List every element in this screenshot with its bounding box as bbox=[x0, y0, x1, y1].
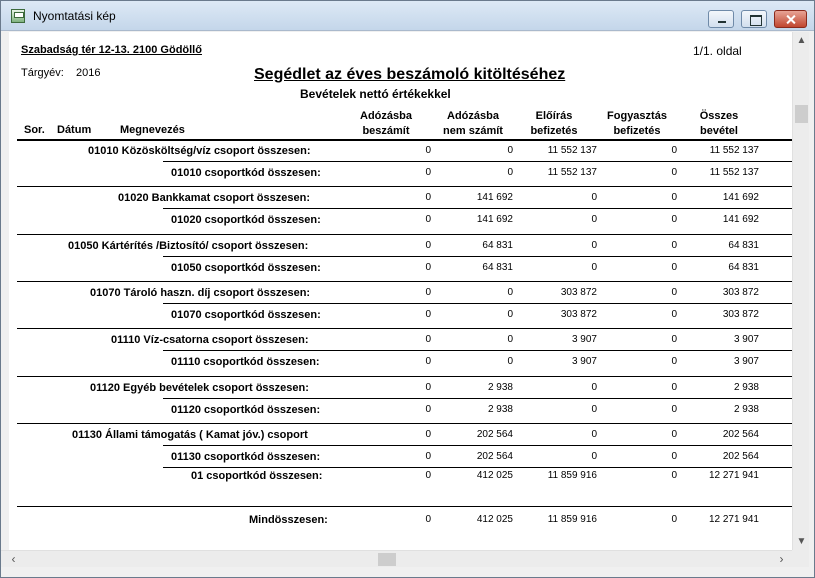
cell-adozasba-beszamit: 0 bbox=[425, 470, 431, 481]
cell-osszes-bevetel: 11 552 137 bbox=[709, 167, 759, 178]
cell-adozasba-beszamit: 0 bbox=[425, 167, 431, 178]
cell-adozasba-nem-szamit: 0 bbox=[507, 334, 513, 345]
cell-adozasba-beszamit: 0 bbox=[425, 287, 431, 298]
cell-osszes-bevetel: 202 564 bbox=[722, 451, 759, 462]
cell-adozasba-nem-szamit: 0 bbox=[507, 356, 513, 367]
col-header-osszes-bevetel bbox=[684, 109, 754, 139]
cell-eloiras-befizetes: 3 907 bbox=[571, 334, 597, 345]
cell-adozasba-nem-szamit: 0 bbox=[507, 167, 513, 178]
page-info: 1/1. oldal bbox=[693, 44, 742, 58]
year-value: 2016 bbox=[76, 67, 101, 79]
cell-osszes-bevetel: 64 831 bbox=[728, 262, 759, 273]
report-subtitle: Bevételek nettó értékekkel bbox=[300, 87, 451, 101]
cell-eloiras-befizetes: 11 552 137 bbox=[547, 167, 597, 178]
cell-osszes-bevetel: 12 271 941 bbox=[708, 470, 759, 481]
table-row bbox=[9, 281, 792, 304]
maximize-button[interactable] bbox=[741, 10, 767, 28]
cell-adozasba-beszamit: 0 bbox=[425, 309, 431, 320]
cell-eloiras-befizetes: 0 bbox=[591, 214, 597, 225]
scroll-right-icon[interactable]: › bbox=[779, 552, 784, 566]
cell-fogyasztas-befizetes: 0 bbox=[671, 214, 677, 225]
col-header-line: Összes bbox=[699, 110, 739, 122]
row-label: 01120 csoportkód összesen: bbox=[171, 404, 321, 416]
row-label: 01110 Víz-csatorna csoport összesen: bbox=[111, 334, 309, 346]
table-row bbox=[9, 376, 792, 399]
col-header-line: befizetés bbox=[530, 125, 578, 137]
cell-adozasba-nem-szamit: 2 938 bbox=[487, 382, 513, 393]
address: Szabadság tér 12-13. 2100 Gödöllő bbox=[21, 44, 202, 56]
cell-eloiras-befizetes: 11 552 137 bbox=[547, 145, 597, 156]
row-label: Mindösszesen: bbox=[249, 514, 328, 526]
cell-eloiras-befizetes: 0 bbox=[591, 382, 597, 393]
cell-osszes-bevetel: 12 271 941 bbox=[708, 514, 759, 525]
row-label: 01110 csoportkód összesen: bbox=[171, 356, 320, 368]
row-label: 01020 Bankkamat csoport összesen: bbox=[118, 192, 310, 204]
cell-fogyasztas-befizetes: 0 bbox=[671, 334, 677, 345]
row-label: 01020 csoportkód összesen: bbox=[171, 214, 321, 226]
cell-adozasba-nem-szamit: 412 025 bbox=[476, 470, 513, 481]
horizontal-scroll-thumb[interactable] bbox=[378, 553, 396, 566]
cell-eloiras-befizetes: 303 872 bbox=[560, 287, 597, 298]
table-row bbox=[9, 398, 792, 421]
col-header-line: Fogyasztás bbox=[607, 110, 667, 122]
table-row bbox=[9, 186, 792, 209]
scroll-down-icon[interactable]: ▼ bbox=[796, 536, 807, 547]
grand-total-row bbox=[9, 508, 792, 531]
col-header-sor: Sor. bbox=[24, 124, 45, 136]
cell-adozasba-nem-szamit: 0 bbox=[507, 145, 513, 156]
row-label: 01010 csoportkód összesen: bbox=[171, 167, 321, 179]
cell-adozasba-beszamit: 0 bbox=[425, 382, 431, 393]
cell-eloiras-befizetes: 0 bbox=[591, 451, 597, 462]
table-row bbox=[9, 139, 792, 162]
cell-adozasba-nem-szamit: 0 bbox=[507, 287, 513, 298]
cell-osszes-bevetel: 303 872 bbox=[722, 309, 759, 320]
table-row bbox=[9, 423, 792, 446]
cell-eloiras-befizetes: 0 bbox=[591, 240, 597, 251]
cell-fogyasztas-befizetes: 0 bbox=[671, 429, 677, 440]
cell-adozasba-beszamit: 0 bbox=[425, 356, 431, 367]
col-header-adozasba-nem-szamit bbox=[433, 109, 513, 139]
vertical-scroll-thumb[interactable] bbox=[795, 105, 808, 123]
scroll-left-icon[interactable]: ‹ bbox=[11, 552, 16, 566]
cell-adozasba-beszamit: 0 bbox=[425, 192, 431, 203]
report-title: Segédlet az éves beszámoló kitöltéséhez bbox=[254, 66, 566, 83]
row-label: 01120 Egyéb bevételek csoport összesen: bbox=[90, 382, 309, 394]
col-header-line: befizetés bbox=[613, 125, 661, 137]
cell-eloiras-befizetes: 3 907 bbox=[571, 356, 597, 367]
cell-adozasba-beszamit: 0 bbox=[425, 451, 431, 462]
col-header-megnevezes: Megnevezés bbox=[120, 124, 185, 136]
col-header-fogyasztas-befizetes bbox=[599, 109, 675, 139]
row-label: 01130 Állami támogatás ( Kamat jóv.) csoport bbox=[72, 429, 308, 441]
cell-fogyasztas-befizetes: 0 bbox=[671, 356, 677, 367]
cell-eloiras-befizetes: 0 bbox=[591, 429, 597, 440]
cell-adozasba-nem-szamit: 0 bbox=[507, 309, 513, 320]
cell-adozasba-nem-szamit: 412 025 bbox=[476, 514, 513, 525]
cell-fogyasztas-befizetes: 0 bbox=[671, 514, 677, 525]
close-button[interactable] bbox=[774, 10, 807, 28]
cell-osszes-bevetel: 3 907 bbox=[733, 334, 759, 345]
row-label: 01050 Kártérítés /Biztosító/ csoport összesen: bbox=[68, 240, 309, 252]
cell-osszes-bevetel: 3 907 bbox=[733, 356, 759, 367]
cell-osszes-bevetel: 64 831 bbox=[728, 240, 759, 251]
row-label: 01010 Közösköltség/víz csoport összesen: bbox=[88, 145, 311, 157]
scroll-up-icon[interactable]: ▲ bbox=[796, 35, 807, 46]
table-row bbox=[9, 464, 792, 487]
cell-osszes-bevetel: 141 692 bbox=[722, 192, 759, 203]
minimize-button[interactable] bbox=[708, 10, 734, 28]
cell-adozasba-beszamit: 0 bbox=[425, 404, 431, 415]
cell-eloiras-befizetes: 11 859 916 bbox=[547, 514, 597, 525]
col-header-line: Előírás bbox=[535, 110, 573, 122]
col-header-datum: Dátum bbox=[57, 124, 92, 136]
cell-adozasba-nem-szamit: 202 564 bbox=[476, 451, 513, 462]
total-divider bbox=[17, 506, 792, 507]
cell-eloiras-befizetes: 303 872 bbox=[560, 309, 597, 320]
cell-adozasba-beszamit: 0 bbox=[425, 262, 431, 273]
row-label: 01 csoportkód összesen: bbox=[191, 470, 323, 482]
col-header-eloiras-befizetes bbox=[519, 109, 589, 139]
cell-fogyasztas-befizetes: 0 bbox=[671, 192, 677, 203]
cell-fogyasztas-befizetes: 0 bbox=[671, 404, 677, 415]
cell-adozasba-nem-szamit: 2 938 bbox=[487, 404, 513, 415]
cell-fogyasztas-befizetes: 0 bbox=[671, 309, 677, 320]
table-row bbox=[9, 303, 792, 326]
cell-eloiras-befizetes: 0 bbox=[591, 192, 597, 203]
col-header-line: Adózásba bbox=[360, 110, 412, 122]
table-row bbox=[9, 256, 792, 279]
cell-fogyasztas-befizetes: 0 bbox=[671, 382, 677, 393]
cell-adozasba-beszamit: 0 bbox=[425, 514, 431, 525]
row-label: 01070 csoportkód összesen: bbox=[171, 309, 321, 321]
cell-osszes-bevetel: 2 938 bbox=[733, 382, 759, 393]
title-bar[interactable] bbox=[1, 1, 814, 31]
cell-osszes-bevetel: 2 938 bbox=[733, 404, 759, 415]
cell-adozasba-nem-szamit: 141 692 bbox=[476, 192, 513, 203]
cell-fogyasztas-befizetes: 0 bbox=[671, 240, 677, 251]
cell-adozasba-beszamit: 0 bbox=[425, 240, 431, 251]
horizontal-scrollbar[interactable] bbox=[1, 550, 792, 567]
vertical-scrollbar[interactable] bbox=[792, 32, 809, 550]
row-label: 01130 csoportkód összesen: bbox=[171, 451, 321, 463]
cell-fogyasztas-befizetes: 0 bbox=[671, 287, 677, 298]
window-title: Nyomtatási kép bbox=[33, 9, 116, 23]
cell-fogyasztas-befizetes: 0 bbox=[671, 262, 677, 273]
table-row bbox=[9, 208, 792, 231]
table-row bbox=[9, 328, 792, 351]
cell-fogyasztas-befizetes: 0 bbox=[671, 145, 677, 156]
cell-adozasba-beszamit: 0 bbox=[425, 145, 431, 156]
cell-eloiras-befizetes: 0 bbox=[591, 262, 597, 273]
col-header-line: bevétel bbox=[700, 125, 738, 137]
table-row bbox=[9, 161, 792, 184]
cell-adozasba-beszamit: 0 bbox=[425, 334, 431, 345]
row-label: 01070 Tároló haszn. díj csoport összesen: bbox=[90, 287, 311, 299]
col-header-line: Adózásba bbox=[447, 110, 499, 122]
col-header-adozasba-beszamit bbox=[351, 109, 421, 139]
cell-osszes-bevetel: 303 872 bbox=[722, 287, 759, 298]
cell-fogyasztas-befizetes: 0 bbox=[671, 167, 677, 178]
cell-osszes-bevetel: 202 564 bbox=[722, 429, 759, 440]
col-header-line: beszámít bbox=[362, 125, 410, 137]
cell-osszes-bevetel: 11 552 137 bbox=[709, 145, 759, 156]
scrollbar-corner bbox=[792, 550, 809, 567]
app-icon bbox=[11, 9, 25, 23]
cell-adozasba-beszamit: 0 bbox=[425, 214, 431, 225]
cell-adozasba-nem-szamit: 64 831 bbox=[482, 262, 513, 273]
cell-adozasba-nem-szamit: 141 692 bbox=[476, 214, 513, 225]
table-row bbox=[9, 234, 792, 257]
cell-eloiras-befizetes: 11 859 916 bbox=[547, 470, 597, 481]
cell-eloiras-befizetes: 0 bbox=[591, 404, 597, 415]
cell-fogyasztas-befizetes: 0 bbox=[671, 451, 677, 462]
cell-fogyasztas-befizetes: 0 bbox=[671, 470, 677, 481]
cell-adozasba-nem-szamit: 202 564 bbox=[476, 429, 513, 440]
report-page bbox=[9, 32, 792, 550]
row-label: 01050 csoportkód összesen: bbox=[171, 262, 321, 274]
col-header-line: nem számít bbox=[443, 125, 503, 137]
cell-adozasba-nem-szamit: 64 831 bbox=[482, 240, 513, 251]
cell-osszes-bevetel: 141 692 bbox=[722, 214, 759, 225]
cell-adozasba-beszamit: 0 bbox=[425, 429, 431, 440]
table-row bbox=[9, 350, 792, 373]
year-label: Tárgyév: bbox=[21, 67, 64, 79]
